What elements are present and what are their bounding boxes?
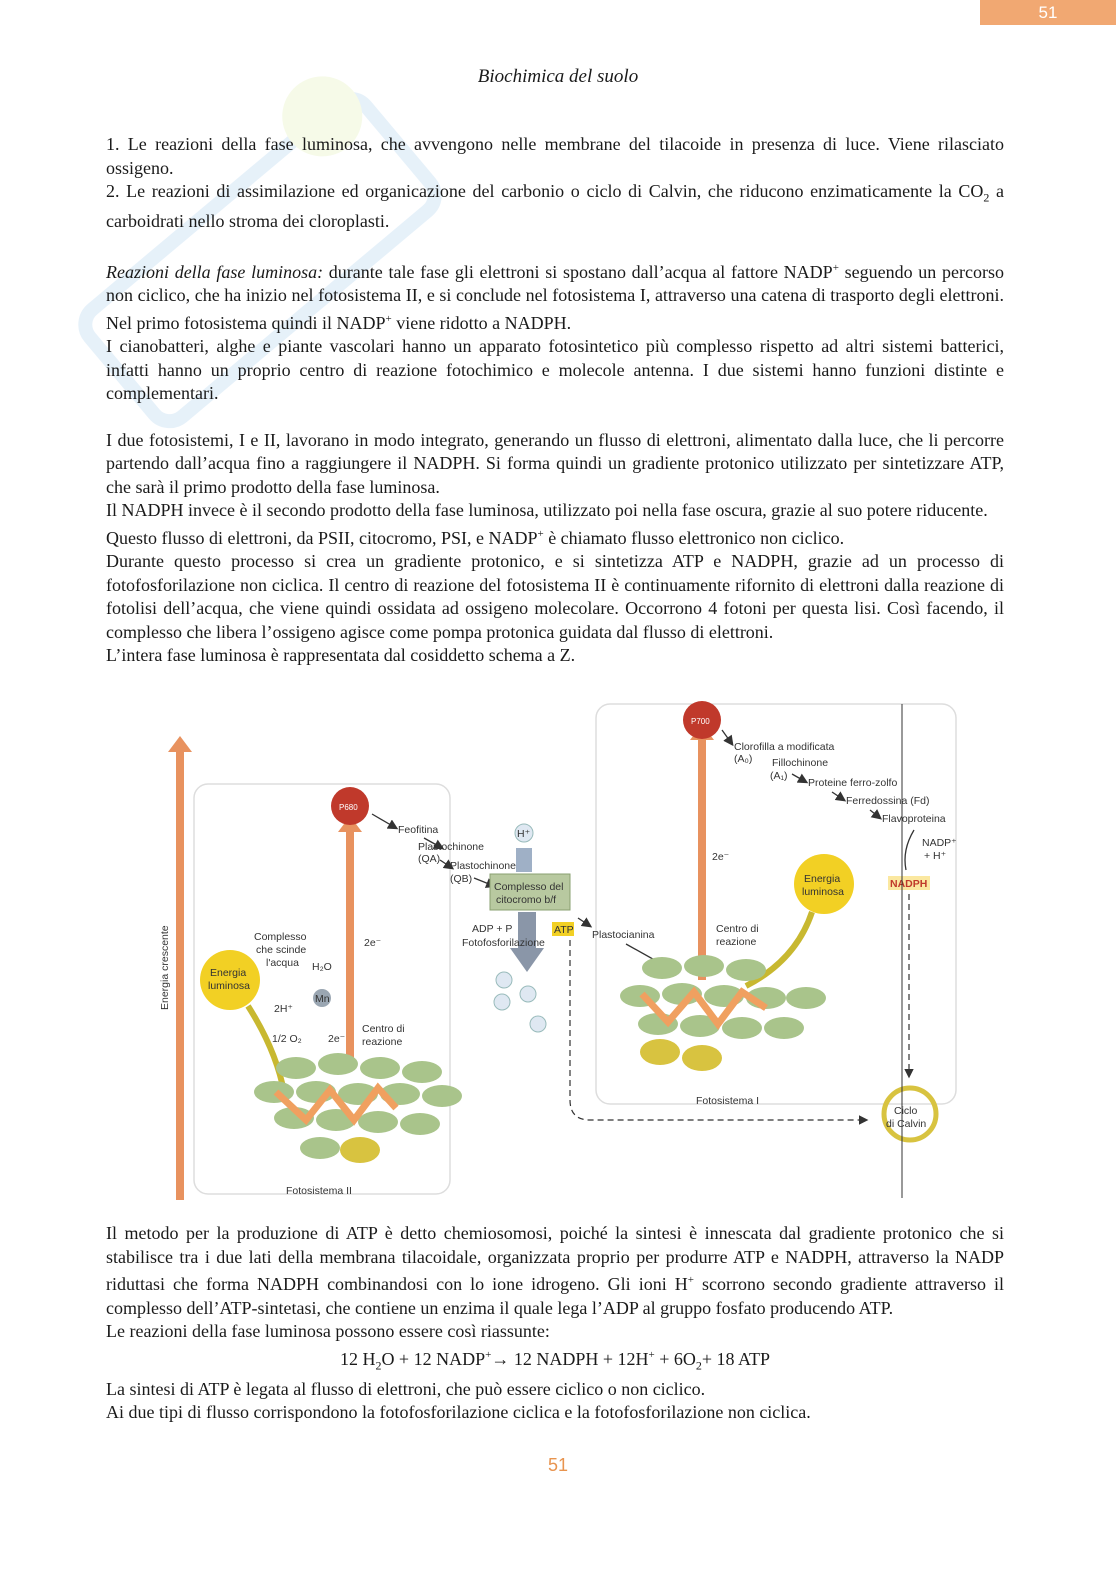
svg-text:luminosa: luminosa <box>208 980 251 992</box>
svg-text:Plastocianina: Plastocianina <box>592 929 655 941</box>
paragraph: Questo flusso di elettroni, da PSII, citocromo, PSI, e NADP+ è chiamato flusso elettronico non ciclico. <box>106 527 845 548</box>
svg-text:(QA): (QA) <box>418 853 441 865</box>
svg-text:NADP⁺: NADP⁺ <box>922 837 957 849</box>
svg-text:(A₀): (A₀) <box>734 753 753 765</box>
svg-text:2e⁻: 2e⁻ <box>364 937 382 949</box>
svg-text:Fotofosforilazione: Fotofosforilazione <box>462 937 545 949</box>
z-scheme-figure <box>106 700 1004 1210</box>
svg-text:Energia: Energia <box>210 967 247 979</box>
page-number-tab: 51 <box>980 0 1116 25</box>
paragraph: Le reazioni della fase luminosa possono essere così riassunte: <box>106 1321 550 1341</box>
svg-text:1/2 O₂: 1/2 O₂ <box>272 1033 302 1045</box>
svg-text:Plastochinone: Plastochinone <box>418 841 484 853</box>
ps2-label: Fotosistema II <box>286 1185 352 1197</box>
svg-text:Fillochinone: Fillochinone <box>772 757 829 769</box>
paragraph: Il metodo per la produzione di ATP è detto chemiosomosi, poiché la sintesi è innescata dal gradiente protonico che si stabilisce tra i due lati della membrana tilacoidale, organizzata proprio per produrre ATP e NADPH, attraverso la NADP riduttasi che forma NADPH combinandosi con lo ione idrogeno. Gli ioni H+ scorrono secondo gradiente attraverso il complesso dell’ATP-sintetasi, che contiene un enzima il quale lega l’ADP al gruppo fosfato producendo ATP. <box>106 1223 1004 1318</box>
svg-text:Clorofilla a modificata: Clorofilla a modificata <box>734 741 835 753</box>
nadph-label: NADPH <box>890 878 928 890</box>
paragraph: Durante questo processo si crea un gradiente protonico, e si sintetizza ATP e NADPH, grazie ad un processo di fotofosforilazione non ciclica. Il centro di reazione del fotosistema II è continuamente rifornito di elettroni dalla reazione di fotolisi dell’acqua, che viene quindi ossidata ad ossigeno molecolare. Occorrono 4 fotoni per questa lisi. Così facendo, il complesso che libera l’ossigeno agisce come pompa protonica guidata dal flusso di elettroni. <box>106 551 1004 642</box>
paragraph: L’intera fase luminosa è rappresentata dal cosiddetto schema a Z. <box>106 645 576 666</box>
svg-text:luminosa: luminosa <box>802 886 845 898</box>
svg-text:Flavoproteina: Flavoproteina <box>882 813 946 825</box>
footer-page-number: 51 <box>547 1455 569 1475</box>
svg-text:(QB): (QB) <box>450 873 473 885</box>
svg-text:H₂O: H₂O <box>312 961 332 973</box>
svg-text:che scinde: che scinde <box>256 944 307 956</box>
svg-text:H⁺: H⁺ <box>517 828 531 840</box>
axis-label: Energia crescente <box>159 925 171 1010</box>
svg-text:reazione: reazione <box>716 936 757 948</box>
svg-text:Energia: Energia <box>804 873 841 885</box>
svg-text:P700: P700 <box>691 717 710 726</box>
svg-text:Feofitina: Feofitina <box>398 824 439 836</box>
svg-text:Ferredossina (Fd): Ferredossina (Fd) <box>846 795 930 807</box>
svg-text:2H⁺: 2H⁺ <box>274 1003 293 1015</box>
svg-text:di Calvin: di Calvin <box>886 1118 927 1130</box>
ps2-antenna-discs <box>254 1053 462 1135</box>
svg-text:Complesso del: Complesso del <box>494 881 564 893</box>
svg-text:+ H⁺: + H⁺ <box>924 850 947 862</box>
paragraph: Reazioni della fase luminosa: durante tale fase gli elettroni si spostano dall’acqua al fattore NADP+ seguendo un percorso non ciclico, che ha inizio nel fotosistema II, e si conclude nel fotosistema I, attraverso una catena di trasporto degli elettroni. Nel primo fotosistema quindi il NADP+ viene ridotto a NADPH. <box>106 261 1004 333</box>
svg-text:Complesso: Complesso <box>254 931 307 943</box>
svg-text:Centro di: Centro di <box>716 923 759 935</box>
svg-text:l'acqua: l'acqua <box>266 957 299 969</box>
svg-text:(A₁): (A₁) <box>770 770 788 782</box>
svg-text:ATP: ATP <box>554 924 574 936</box>
paragraph: 2. Le reazioni di assimilazione ed organicazione del carbonio o ciclo di Calvin, che riducono enzimaticamente la $CO_2$ a carboidrati nello stroma dei cloroplasti. <box>106 181 1004 232</box>
paragraph: Ai due tipi di flusso corrispondono la fotofosforilazione ciclica e la fotofosforilazione non ciclica. <box>106 1402 811 1423</box>
paragraph: 1. Le reazioni della fase luminosa, che avvengono nelle membrane del tilacoide in presenza di luce. Viene rilasciato ossigeno. <box>106 134 1004 178</box>
svg-text:2e⁻: 2e⁻ <box>328 1033 346 1045</box>
svg-text:Plastochinone: Plastochinone <box>450 860 516 872</box>
svg-text:Centro di: Centro di <box>362 1023 405 1035</box>
paragraph: I due fotosistemi, I e II, lavorano in modo integrato, generando un flusso di elettroni, alimentato dalla luce, che li percorre partendo dall’acqua fino a raggiungere il NADPH. Si forma quindi un gradiente protonico utilizzato per sintetizzare ATP, che sarà il primo prodotto della fase luminosa. <box>106 429 1004 497</box>
svg-text:Proteine ferro-zolfo: Proteine ferro-zolfo <box>808 777 898 789</box>
text-block-top <box>106 133 1004 668</box>
svg-text:reazione: reazione <box>362 1036 403 1048</box>
ps1-label: Fotosistema I <box>696 1095 760 1107</box>
svg-text:Ciclo: Ciclo <box>894 1105 918 1117</box>
paragraph: La sintesi di ATP è legata al flusso di elettroni, che può essere ciclico o non ciclico. <box>106 1378 706 1399</box>
equation: 12 $H_2O + 12$ NADP+→ 12 NADPH + $12H^+ + 6O_2+ 18$ ATP <box>339 1348 771 1373</box>
svg-text:ADP + P: ADP + P <box>472 923 513 935</box>
ps1-antenna-discs <box>620 955 826 1039</box>
svg-text:P680: P680 <box>339 803 358 812</box>
svg-text:citocromo b/f: citocromo b/f <box>496 894 557 906</box>
svg-text:2e⁻: 2e⁻ <box>712 851 730 863</box>
paragraph: I cianobatteri, alghe e piante vascolari hanno un apparato fotosintetico più complesso rispetto ad altri sistemi batterici, infatti hanno un proprio centro di reazione fotochimico e molecole antenna. I due sistemi hanno funzioni distinte e complementari. <box>106 336 1004 404</box>
running-header: Biochimica del suolo <box>477 66 639 87</box>
paragraph: Il NADPH invece è il secondo prodotto della fase luminosa, utilizzato poi nella fase oscura, grazie al suo potere riducente. <box>106 500 988 521</box>
text-block-bottom <box>106 1222 1004 1425</box>
svg-text:Mn: Mn <box>315 993 330 1005</box>
